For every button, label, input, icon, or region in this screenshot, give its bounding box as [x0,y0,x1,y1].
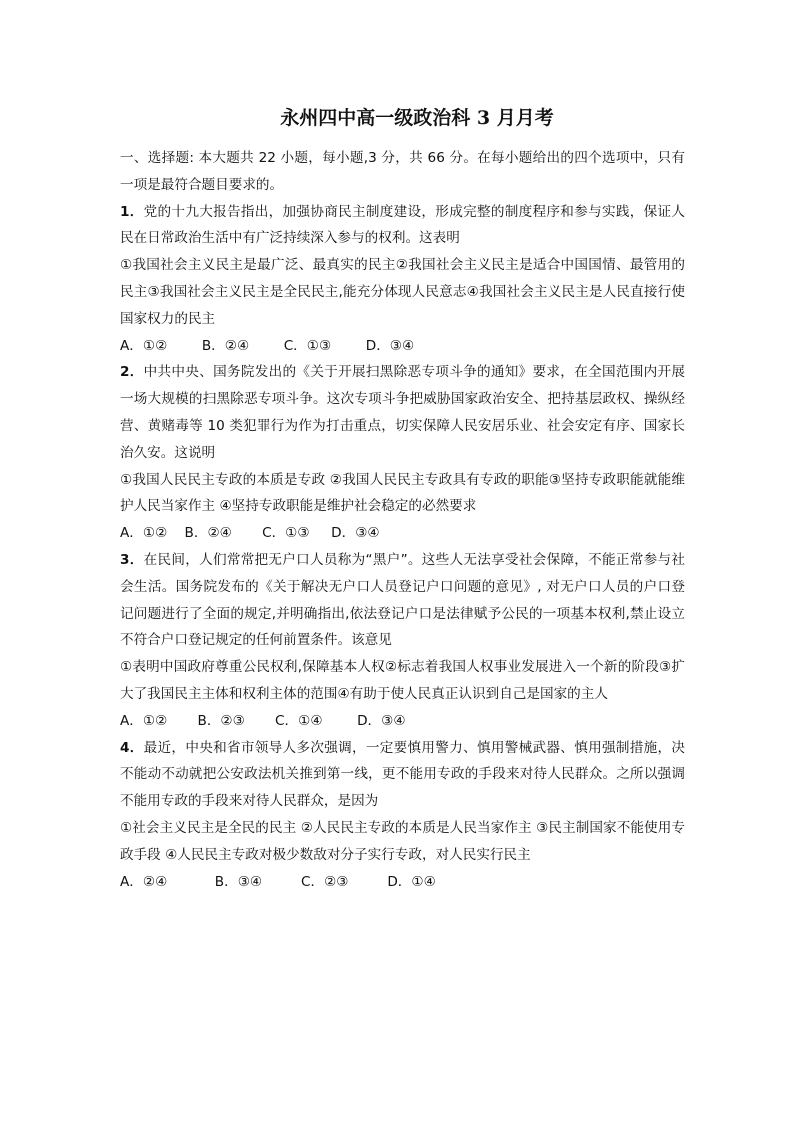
question-text: 党的十九大报告指出，加强协商民主制度建设，形成完整的制度程序和参与实践，保证人民在日常政治生活中有广泛持续深入参与的权利。这表明 [120,203,686,247]
question-statements: ①我国人民民主专政的本质是专政 ②我国人民民主专政具有专政的职能③坚持专政职能就能维护人民当家作主 ④坚持专政职能是维护社会稳定的必然要求 [120,471,685,515]
question-stem [120,547,685,654]
question-number: 2． [120,364,144,381]
question-text: 中共中央、国务院发出的《关于开展扫黑除恶专项斗争的通知》要求，在全国范围内开展一场大规模的扫黑除恶专项斗争。这次专项斗争把威胁国家政治安全、把持基层政权、操纵经营、黄赌毒等 10 类犯罪行为作为打击重点，切实保障人民安居乐业、社会安定有序、国家长治久安。这说明 [120,364,686,461]
question-3 [120,547,685,735]
question-stem [120,199,685,253]
section-intro: 一、选择题: 本大题共 22 小题，每小题,3 分，共 66 分。在每小题给出的四个选项中，只有一项是最符合题目要求的。 [120,150,685,193]
question-statements: ①我国社会主义民主是最广泛、最真实的民主②我国社会主义民主是适合中国国情、最管用的民主③我国社会主义民主是全民民主,能充分体现人民意志④我国社会主义民主是人民直接行使国家权力的民主 [120,257,685,327]
exam-content [120,145,685,895]
question-1 [120,199,685,360]
question-text: 最近，中央和省市领导人多次强调，一定要慎用警力、慎用警械武器、慎用强制措施，决不能动不动就把公安政法机关推到第一线，更不能用专政的手段来对待人民群众。之所以强调不能用专政的手段来对待人民群众，是因为 [120,739,686,810]
answer-options: A．①② B．②④ C．①③ D．③④ [120,525,380,542]
question-text: 在民间，人们常常把无户口人员称为“黑户”。这些人无法享受社会保障，不能正常参与社会生活。国务院发布的《关于解决无户口人员登记户口问题的意见》, 对无户口人员的户口登记问题进行了全面的规定,并明确指出,依法登记户口是法律赋予公民的一项基本权利,禁止设立不符合户口登记规定的任何前置条件。该意见 [120,551,685,649]
question-4 [120,735,685,896]
answer-options: A．②④ B．③④ C．②③ D．①④ [120,873,436,890]
question-number: 1． [120,203,144,220]
question-number: 3． [120,551,144,568]
question-stem [120,359,685,466]
question-statements: ①社会主义民主是全民的民主 ②人民民主专政的本质是人民当家作主 ③民主制国家不能使用专政手段 ④人民民主专政对极少数敌对分子实行专政，对人民实行民主 [120,819,685,863]
question-stem [120,735,685,815]
question-statements: ①表明中国政府尊重公民权利,保障基本人权②标志着我国人权事业发展进入一个新的阶段③扩大了我国民主主体和权利主体的范围④有助于使人民真正认识到自己是国家的主人 [120,659,685,702]
answer-options: A．①② B．②③ C．①④ D．③④ [120,712,406,729]
answer-options: A．①② B．②④ C．①③ D．③④ [120,337,415,354]
question-2 [120,359,685,547]
question-number: 4． [120,739,144,756]
page-title: 永州四中高一级政治科 3 月月考 [280,107,554,129]
